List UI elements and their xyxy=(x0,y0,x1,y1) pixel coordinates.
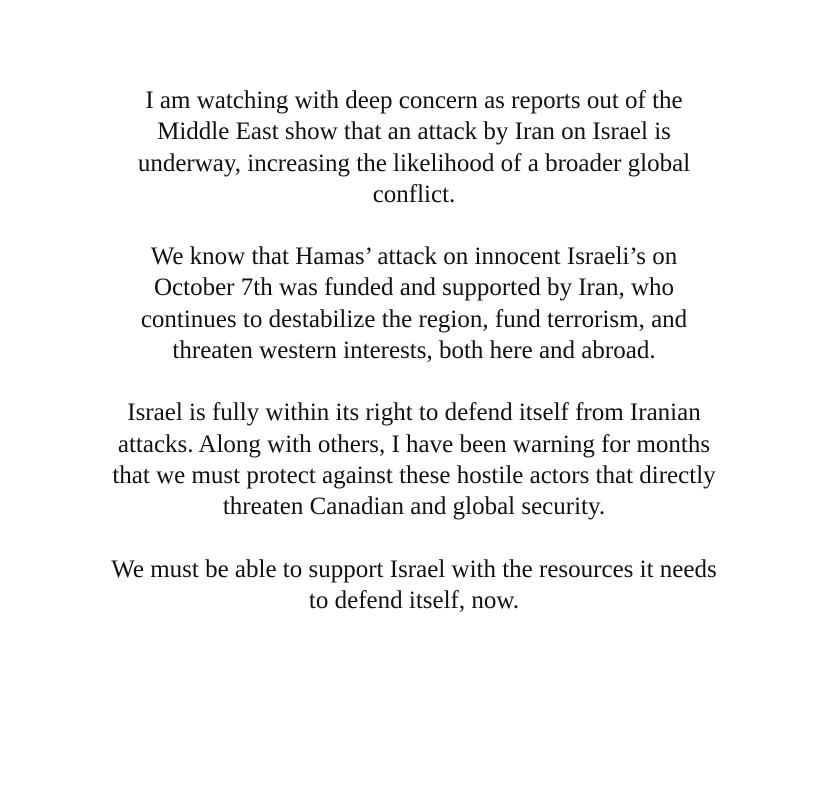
statement-body xyxy=(40,85,788,616)
paragraph-line: underway, increasing the likelihood of a broader global xyxy=(137,149,691,177)
paragraph-right-to-defend xyxy=(40,397,788,522)
paragraph-line: We know that Hamas’ attack on innocent Israeli’s on xyxy=(150,243,678,271)
paragraph-iran-attack-concern xyxy=(40,85,788,210)
paragraph-line: continues to destabilize the region, fund terrorism, and xyxy=(140,305,688,333)
paragraph-line: Israel is fully within its right to defend itself from Iranian xyxy=(127,399,701,427)
paragraph-line: Middle East show that an attack by Iran on Israel is xyxy=(157,118,671,146)
paragraph-line: threaten Canadian and global security. xyxy=(222,493,606,521)
paragraph-line: October 7th was funded and supported by Iran, who xyxy=(153,274,674,302)
paragraph-hamas-october-7 xyxy=(40,241,788,366)
paragraph-line: I am watching with deep concern as reports out of the xyxy=(145,87,683,114)
paragraph-line: that we must protect against these hostile actors that directly xyxy=(112,461,716,489)
paragraph-line: We must be able to support Israel with the resources it needs xyxy=(111,555,717,583)
paragraph-line: conflict. xyxy=(372,180,456,208)
paragraph-line: threaten western interests, both here and abroad. xyxy=(172,337,656,365)
paragraph-line: attacks. Along with others, I have been warning for months xyxy=(117,430,711,458)
paragraph-line: to defend itself, now. xyxy=(308,586,520,614)
paragraph-support-israel xyxy=(40,554,788,617)
